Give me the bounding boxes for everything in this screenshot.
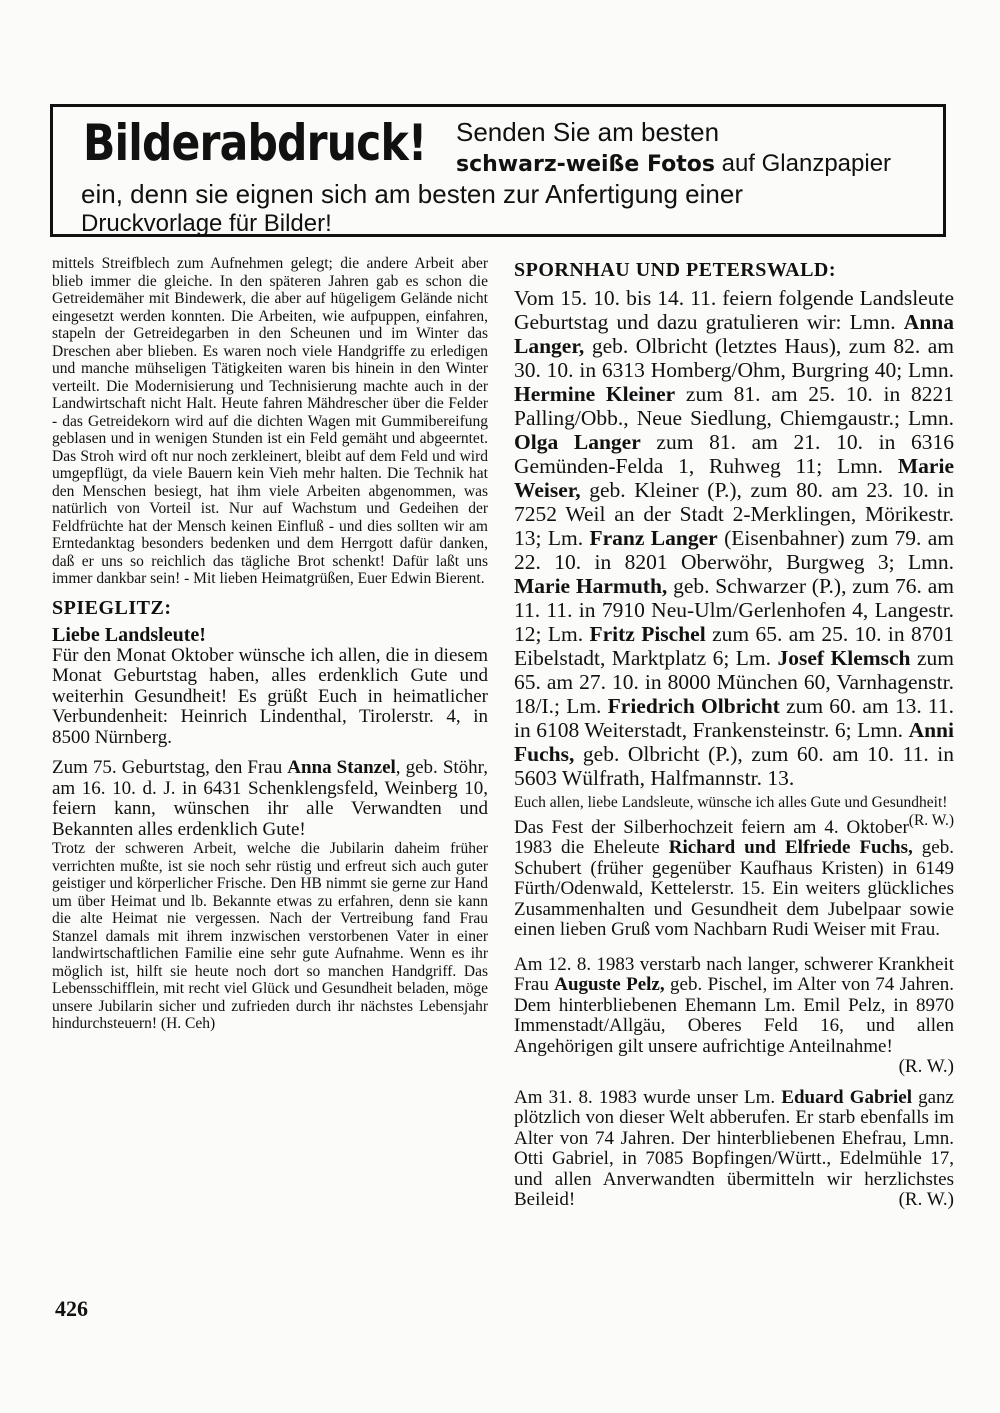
para-2-text-a: Zum 75. Geburtstag, den Frau xyxy=(52,757,288,778)
text: geb. Schubert (früher gegenüber Kaufhaus Kristen) in 6149 Fürth/Odenwald, Kettelerstr. 15. Ein weiters glückliches Zusammenhalten und Gesundheit dem Jubelpaar sowie einen lieben Gruß vom Nachbarn Rudi Weiser mit Frau. xyxy=(514,837,954,940)
spieglitz-para-2 xyxy=(52,758,488,840)
silver-wedding xyxy=(514,818,954,941)
notice-line-3: ein, denn sie eignen sich am besten zur Anfertigung einer xyxy=(81,179,743,209)
wish-signature: (R. W.) xyxy=(908,811,954,829)
spornhau-heading: SPORNHAU UND PETERSWALD: xyxy=(514,259,837,281)
name: Marie Harmuth, xyxy=(514,574,668,598)
page-number: 426 xyxy=(55,1296,88,1321)
notice-line-2 xyxy=(456,149,891,180)
harvest-article-text: mittels Streifblech zum Aufnehmen gelegt; die andere Arbeit aber blieb immer die gleiche. In den späteren Jahren gab es schon die Getreidemäher mit Bindewerk, die aber auf hügeligem Gelände nicht eingesetzt werden konnten. Die Arbeiten, wie aufpuppen, einfahren, stapeln der Getreidegarben in den Scheunen und im Winter das Dreschen aber blieben. Es waren noch viele Handgriffe zu erledigen und manche mühseligen Tätigkeiten waren bis hinein in den Winter verteilt. Die Modernisierung und Technisierung machte auch in der Landwirtschaft nicht Halt. Heute fahren Mähdrescher über die Felder - das Getreidekorn wird auf die dichten Wagen mit Gummibereifung geblasen und in wenigen Stunden ist ein Feld gemäht und abgeerntet. Das Stroh wird oft nur noch zerkleinert, bleibt auf dem Feld und wird umgepflügt, da viele Bauern kein Vieh mehr halten. Die Technik hat den Menschen besiegt, hat ihm viele Arbeiten abgenommen, was natürlich von Vorteil ist. Nur auf Wachstum und Gedeihen der Feldfrüchte hat der Mensch keinen Einfluß - und dies sollten wir am Erntedanktag besonders bedenken und dem Herrgott dafür danken, daß er uns so reichlich das tägliche Brot schenkt! Dafür laßt uns immer dankbar sein! - Mit lieben Heimatgrüßen, Euer Edwin Bierent. xyxy=(52,255,488,587)
signature: (R. W.) xyxy=(898,1056,954,1077)
notice-line-4: Druckvorlage für Bilder! xyxy=(81,210,332,237)
wish-text xyxy=(514,794,954,829)
spieglitz-heading: SPIEGLITZ: xyxy=(52,596,172,619)
text: Am 12. 8. 1983 verstarb nach langer, schwerer Krankheit Frau xyxy=(514,953,954,995)
name: Marie Weiser, xyxy=(514,454,954,502)
notice-line-1: Senden Sie am besten xyxy=(456,117,720,147)
spieglitz-greeting: Liebe Landsleute! xyxy=(52,623,206,646)
spieglitz-para-3 xyxy=(52,840,488,1033)
name: Anna Langer, xyxy=(514,310,954,358)
notice-line-2-bold: schwarz-weiße Fotos xyxy=(456,152,715,177)
text: zum 60. am 13. 11. in 6108 Weiterstadt, Frankensteinstr. 6; Lmn. xyxy=(514,694,955,742)
text: geb. Olbricht (letztes Haus), zum 82. am 30. 10. in 6313 Homberg/Ohm, Burgring 40; Lmn. xyxy=(514,334,954,382)
para-3-signature: (H. Ceh) xyxy=(160,1015,216,1032)
text: Am 31. 8. 1983 wurde unser Lm. xyxy=(514,1086,782,1108)
text: zum 81. am 25. 10. in 8221 Palling/Obb., Neue Siedlung, Chiemgaustr.; Lmn. xyxy=(514,382,954,430)
name: Franz Langer xyxy=(589,526,718,550)
left-column xyxy=(52,255,488,1033)
text: ganz plötzlich von dieser Welt abberufen. Er starb ebenfalls im Alter von 74 Jahren. Der hinterbliebenen Ehefrau, Lmn. Otti Gabriel, in 7085 Bopfingen/Württ., Edelmühle 17, und allen Anverwandten übermitteln wir herzlichstes Beileid! xyxy=(514,1086,954,1210)
name: Olga Langer xyxy=(514,430,641,454)
spieglitz-para-1: Für den Monat Oktober wünsche ich allen, die in diesem Monat Geburtstag haben, alles erdenklich Gute und weiterhin Gesundheit! Es grüßt Euch in heimatlicher Verbundenheit: Heinrich Lindenthal, Tirolerstr. 4, in 8500 Nürnberg. xyxy=(52,644,488,748)
text: geb. Pischel, im Alter von 74 Jahren. Dem hinterbliebenen Ehemann Lm. Emil Pelz, in 8970 Immenstadt/Allgäu, Oberes Feld 16, und allen Angehörigen gilt unsere aufrichtige Anteilnahme! xyxy=(514,974,955,1057)
name: Eduard Gabriel xyxy=(781,1086,912,1108)
wish-body: Euch allen, liebe Landsleute, wünsche ich alles Gute und Gesundheit! xyxy=(514,794,948,811)
text: geb. Olbricht (P.), zum 60. am 10. 11. in 5603 Wülfrath, Halfmannstr. 13. xyxy=(514,742,954,790)
notice-line-2-rest: auf Glanzpapier xyxy=(714,150,892,177)
photo-notice-box xyxy=(50,104,946,237)
obituary-gabriel xyxy=(514,1088,954,1211)
name: Auguste Pelz, xyxy=(554,974,665,995)
para-3-text: Trotz der schweren Arbeit, welche die Jubilarin daheim früher verrichten mußte, ist sie noch sehr rüstig und erfreut sich auch guter geistiger und körperlicher Frische. Den HB nimmt sie gerne zur Hand um über Heimat und lb. Bekannte etwas zu erfahren, denn sie kann die alte Heimat nie vergessen. Nach der Vertreibung fand Frau Stanzel damals mit ihrem inzwischen verstorbenen Vater in einer landwirtschaftlichen Familie eine sehr gute Aufnahme. Wenn es ihr möglich ist, hilft sie heute noch dort so manchen Handgriff. Das Lebensschifflein, mit recht viel Glück und Gesundheit beladen, möge unsere Jubilarin sicher und zufrieden durch ihr nächstes Lebensjahr hindurchsteuern! xyxy=(52,840,488,1032)
text: Das Fest der Silberhochzeit feiern am 4. Oktober 1983 die Eheleute xyxy=(514,816,909,858)
text: zum 81. am 21. 10. in 6316 Gemünden-Felda 1, Ruhweg 11; Lmn. xyxy=(514,430,954,478)
names: Richard und Elfriede Fuchs, xyxy=(668,837,913,858)
name: Anni Fuchs, xyxy=(514,718,954,766)
text: Vom 15. 10. bis 14. 11. feiern folgende Landsleute Geburtstag und dazu gratulieren wir: Lmn. xyxy=(514,286,954,334)
para-2-name: Anna Stanzel xyxy=(287,757,396,778)
signature: (R. W.) xyxy=(898,1189,954,1210)
obituary-pelz xyxy=(514,955,954,1078)
text: zum 65. am 25. 10. in 8701 Eibelstadt, Marktplatz 6; Lm. xyxy=(514,622,954,670)
birthday-list xyxy=(514,286,954,790)
name: Fritz Pischel xyxy=(589,622,706,646)
name: Friedrich Olbricht xyxy=(607,694,780,718)
text: geb. Schwarzer (P.), zum 76. am 11. 11. in 7910 Neu-Ulm/Gerlenhofen 4, Langestr. 12; Lm. xyxy=(514,574,954,646)
text: zum 65. am 27. 10. in 8000 München 60, Varnhagenstr. 18/I.; Lm. xyxy=(514,646,954,718)
para-2-text-b: , geb. Stöhr, am 16. 10. d. J. in 6431 Schenklengsfeld, Weinberg 10, feiern kann, wünschen ihr alle Verwandten und Bekannten alles erdenklich Gute! xyxy=(52,757,488,840)
right-column xyxy=(514,258,954,1211)
notice-title: Bilderabdruck! xyxy=(83,114,427,172)
text: geb. Kleiner (P.), zum 80. am 23. 10. in 7252 Weil an der Stadt 2-Merklingen, Mörikestr. 13; Lm. xyxy=(514,478,954,550)
name: Hermine Kleiner xyxy=(514,382,676,406)
text: (Eisenbahner) zum 79. am 22. 10. in 8201 Oberwöhr, Burgweg 3; Lmn. xyxy=(514,526,954,574)
name: Josef Klemsch xyxy=(777,646,911,670)
